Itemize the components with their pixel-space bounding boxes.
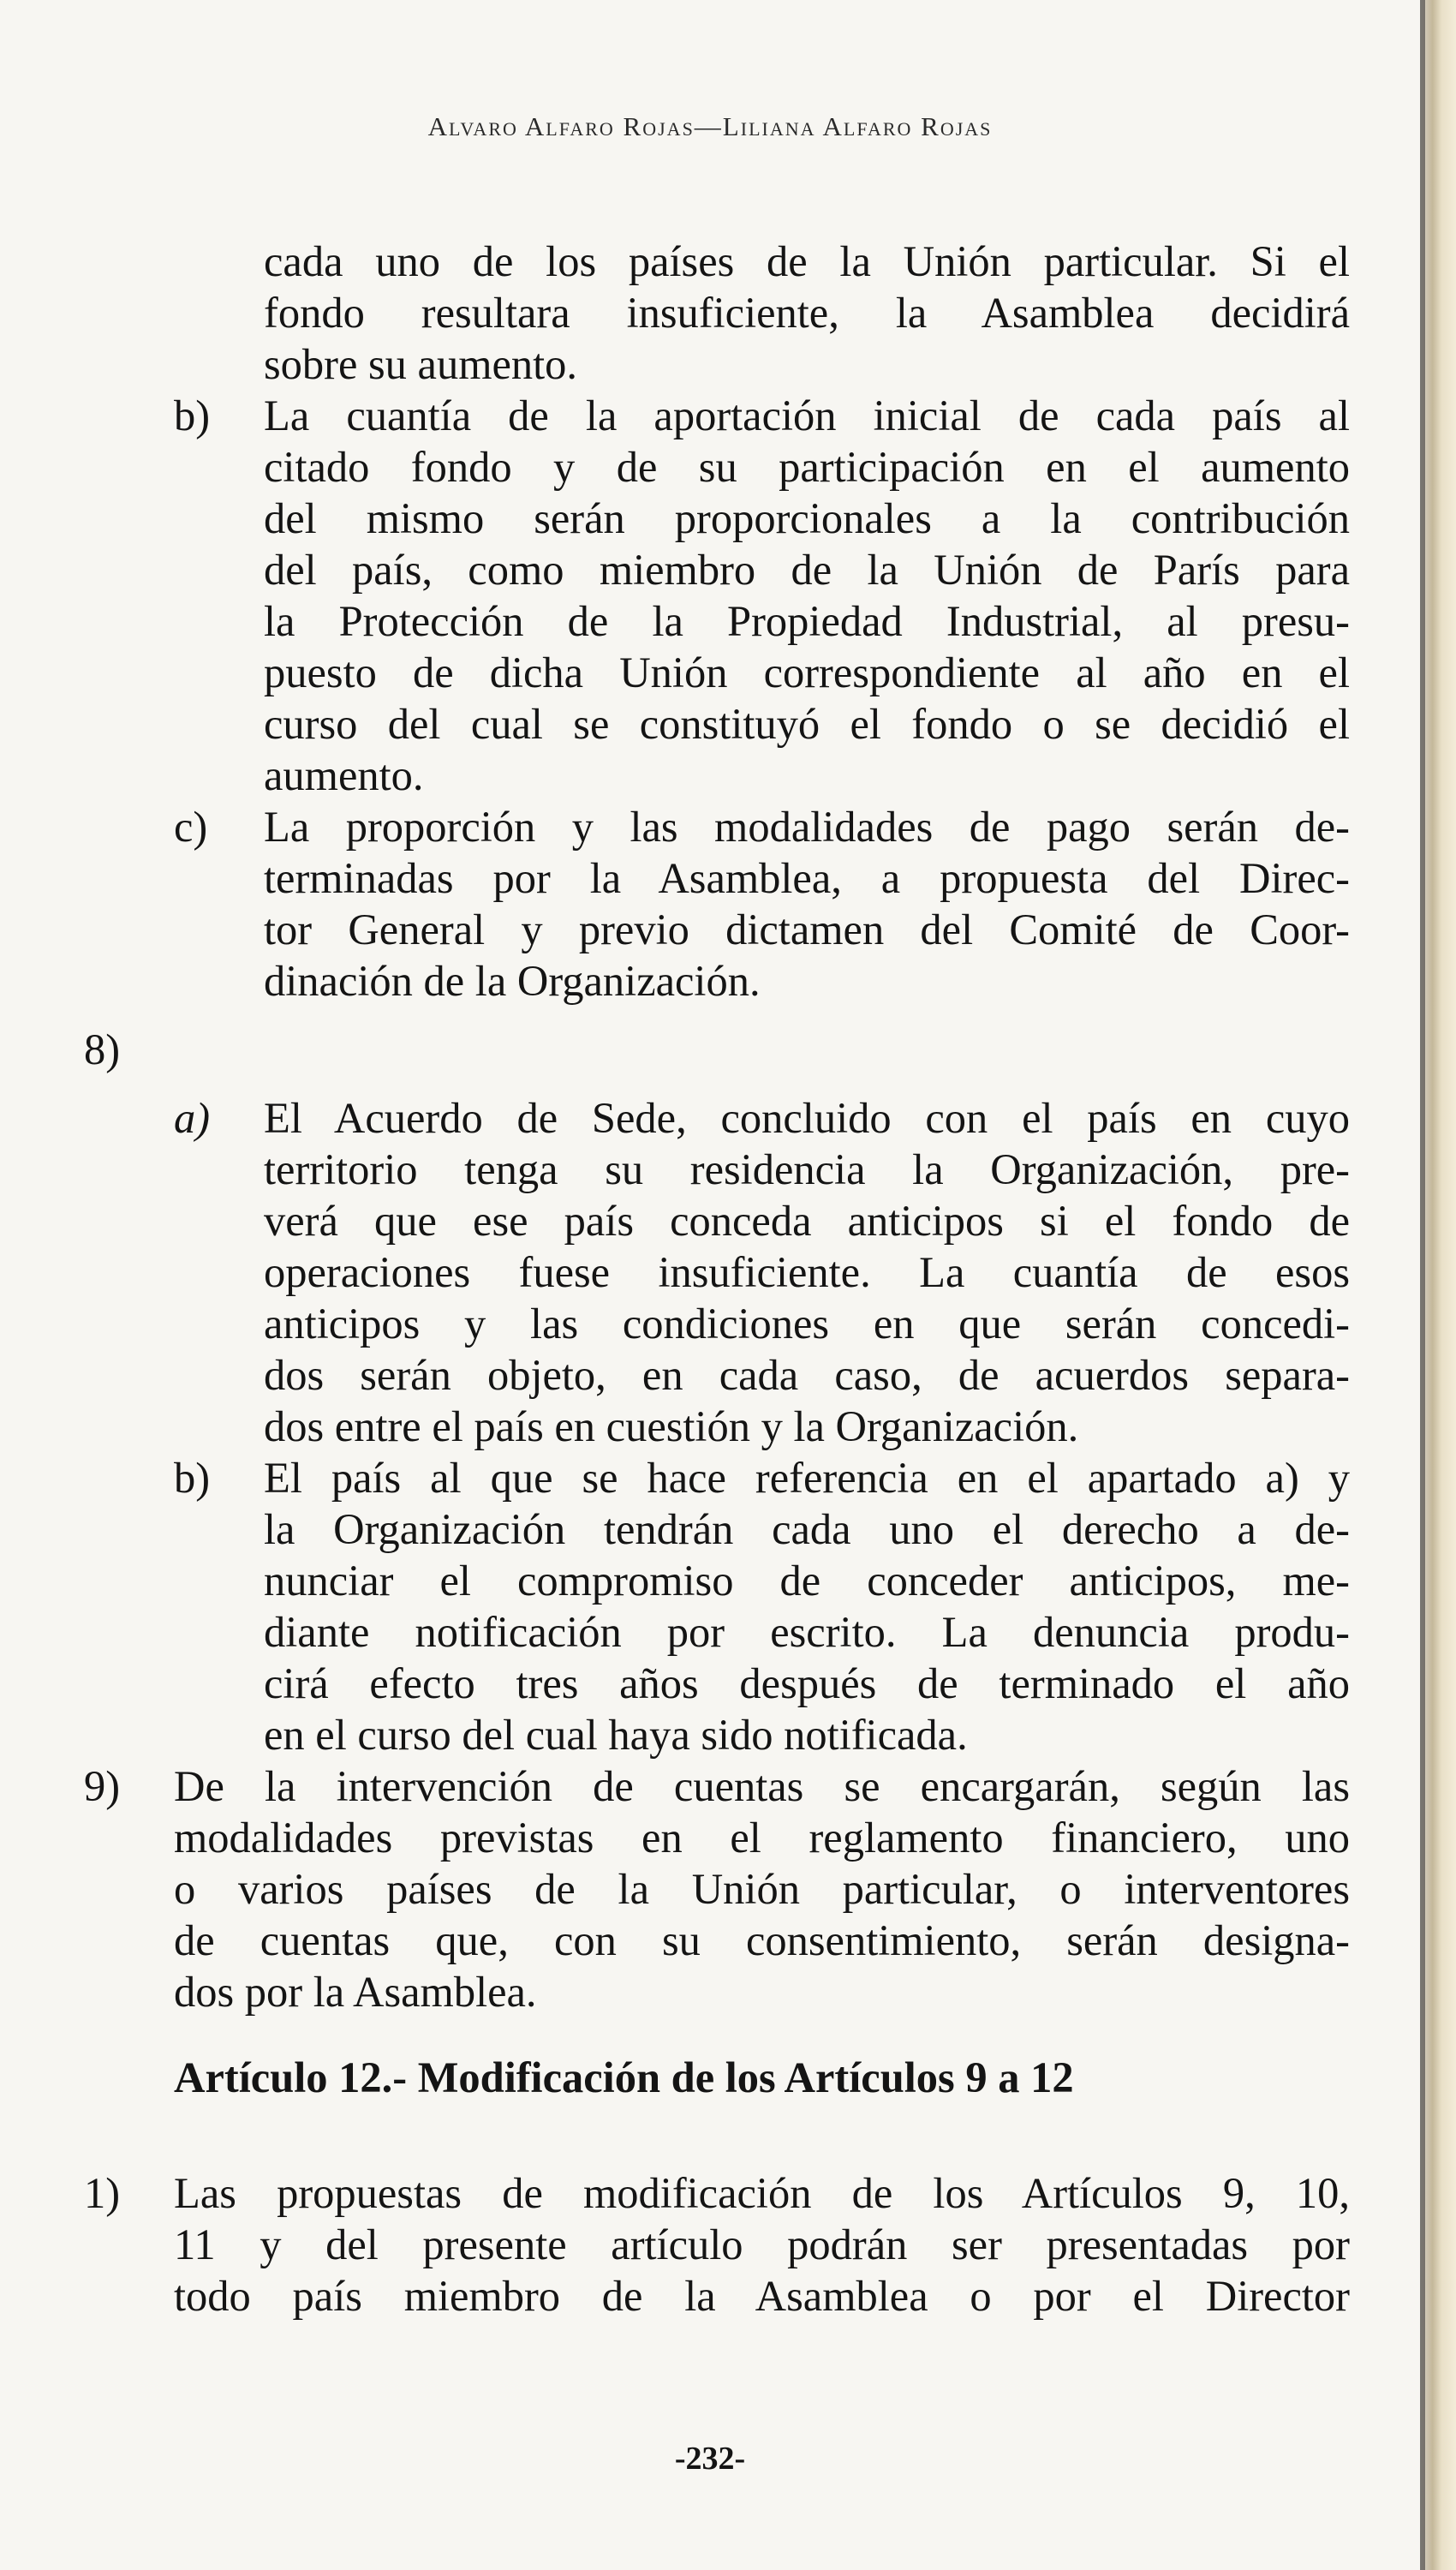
text-line: El país al que se hace referencia en el apartado a) y	[264, 1454, 1350, 1502]
text-line: El Acuerdo de Sede, concluido con el país en cuyo	[264, 1094, 1350, 1142]
text-line: o varios países de la Unión particular, o interventores	[174, 1865, 1350, 1913]
text-line: la Protección de la Propiedad Industrial, al presu-	[264, 597, 1350, 645]
page-edge-shadow	[1420, 0, 1425, 2570]
list-marker: 8)	[84, 1025, 121, 1073]
text-line: todo país miembro de la Asamblea o por el Director	[174, 2272, 1350, 2320]
list-marker: 1)	[84, 2169, 121, 2217]
text-line: terminadas por la Asamblea, a propuesta del Direc-	[264, 854, 1350, 902]
text-line: territorio tenga su residencia la Organización, pre-	[264, 1145, 1350, 1193]
text-line: aumento.	[264, 751, 424, 799]
text-line: nunciar el compromiso de conceder anticipos, me-	[264, 1557, 1350, 1605]
list-marker: b)	[174, 1454, 211, 1502]
text-line: sobre su aumento.	[264, 340, 578, 388]
text-line: puesto de dicha Unión correspondiente al año en el	[264, 648, 1350, 696]
text-line: La proporción y las modalidades de pago serán de-	[264, 803, 1350, 851]
text-line: verá que ese país conceda anticipos si el fondo de	[264, 1197, 1350, 1245]
text-line: La cuantía de la aportación inicial de cada país al	[264, 391, 1350, 439]
text-line: del mismo serán proporcionales a la contribución	[264, 494, 1350, 542]
running-head: Alvaro Alfaro Rojas—Liliana Alfaro Rojas	[427, 111, 993, 141]
text-line: diante notificación por escrito. La denuncia produ-	[264, 1608, 1350, 1656]
text-line: tor General y previo dictamen del Comité de Coor-	[264, 905, 1350, 953]
list-marker: c)	[174, 803, 208, 851]
text-line: cada uno de los países de la Unión particular. Si el	[264, 237, 1350, 285]
page-edge	[1420, 0, 1456, 2570]
text-line: fondo resultara insuficiente, la Asamblea decidirá	[264, 289, 1350, 337]
text-line: de cuentas que, con su consentimiento, serán designa-	[174, 1916, 1350, 1964]
text-line: citado fondo y de su participación en el aumento	[264, 443, 1350, 491]
list-marker: 9)	[84, 1762, 121, 1810]
text-line: Las propuestas de modificación de los Artículos 9, 10,	[174, 2169, 1350, 2217]
text-line: dos serán objeto, en cada caso, de acuerdos separa-	[264, 1351, 1350, 1399]
text-line: dos entre el país en cuestión y la Organización.	[264, 1402, 1079, 1450]
text-line: 11 y del presente artículo podrán ser presentadas por	[174, 2220, 1350, 2268]
text-line: del país, como miembro de la Unión de París para	[264, 546, 1350, 594]
section-heading: Artículo 12.- Modificación de los Artículos 9 a 12	[174, 2053, 1074, 2101]
text-line: cirá efecto tres años después de terminado el año	[264, 1659, 1350, 1707]
page-number: -232-	[674, 2441, 746, 2477]
text-line: operaciones fuese insuficiente. La cuantía de esos	[264, 1248, 1350, 1296]
text-line: la Organización tendrán cada uno el derecho a de-	[264, 1505, 1350, 1553]
text-line: anticipos y las condiciones en que serán concedi-	[264, 1300, 1350, 1348]
text-line: dos por la Asamblea.	[174, 1968, 537, 2016]
text-line: modalidades previstas en el reglamento financiero, uno	[174, 1814, 1350, 1862]
text-line: dinación de la Organización.	[264, 957, 761, 1005]
text-line: De la intervención de cuentas se encargarán, según las	[174, 1762, 1350, 1810]
list-marker: a)	[174, 1094, 211, 1142]
list-marker: b)	[174, 391, 211, 439]
text-line: curso del cual se constituyó el fondo o se decidió el	[264, 700, 1350, 748]
text-line: en el curso del cual haya sido notificada.	[264, 1711, 968, 1759]
